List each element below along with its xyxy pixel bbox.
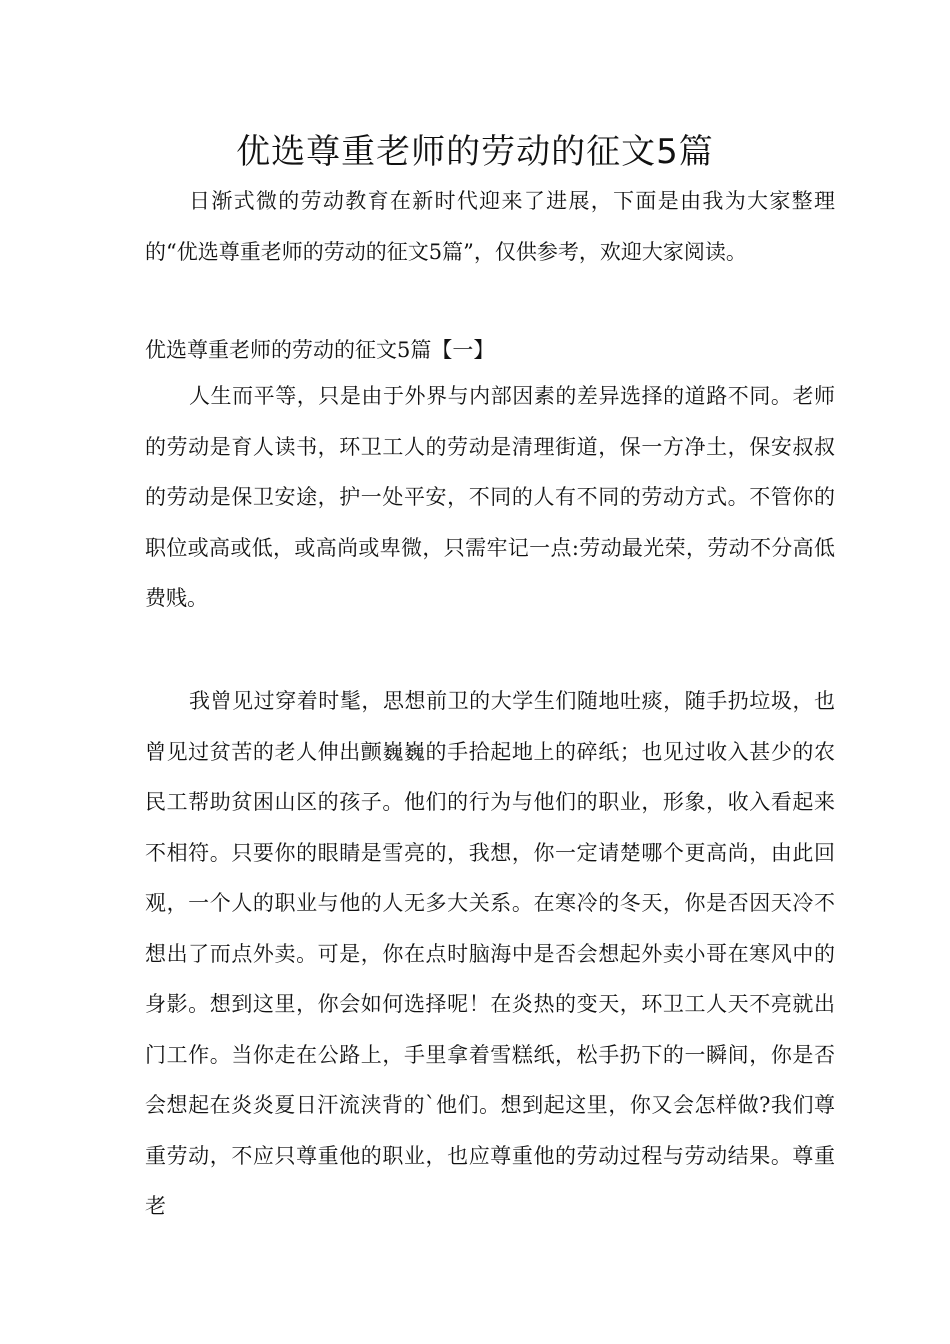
intro-paragraph: 日渐式微的劳动教育在新时代迎来了进展，下面是由我为大家整理的“优选尊重老师的劳动的征文5篇”，仅供参考，欢迎大家阅读。 — [145, 189, 835, 264]
document-title: 优选尊重老师的劳动的征文5篇 — [236, 132, 714, 172]
section-heading: 优选尊重老师的劳动的征文5篇【一】 — [145, 338, 495, 362]
body-paragraph: 人生而平等，只是由于外界与内部因素的差异选择的道路不同。老师的劳动是育人读书，环卫工人的劳动是清理街道，保一方净土，保安叔叔的劳动是保卫安途，护一处平安，不同的人有不同的劳动方式。不管你的职位或高或低，或高尚或卑微，只需牢记一点:劳动最光荣，劳动不分高低费贱。 — [145, 384, 835, 610]
body-paragraph: 我曾见过穿着时髦，思想前卫的大学生们随地吐痰，随手扔垃圾，也曾见过贫苦的老人伸出颤巍巍的手拾起地上的碎纸；也见过收入甚少的农民工帮助贫困山区的孩子。他们的行为与他们的职业，形象，收入看起来不相符。只要你的眼睛是雪亮的，我想，你一定请楚哪个更高尚，由此回观，一个人的职业与他的人无多大关系。在寒冷的冬天，你是否因天冷不想出了而点外卖。可是，你在点时脑海中是否会想起外卖小哥在寒风中的身影。想到这里，你会如何选择呢！在炎热的变天，环卫工人天不亮就出门工作。当你走在公路上，手里拿着雪糕纸，松手扔下的一瞬间，你是否会想起在炎炎夏日汗流浃背的`他们。想到起这里，你又会怎样做?我们尊重劳动，不应只尊重他的职业，也应尊重他的劳动过程与劳动结果。尊重老 — [145, 689, 835, 1218]
